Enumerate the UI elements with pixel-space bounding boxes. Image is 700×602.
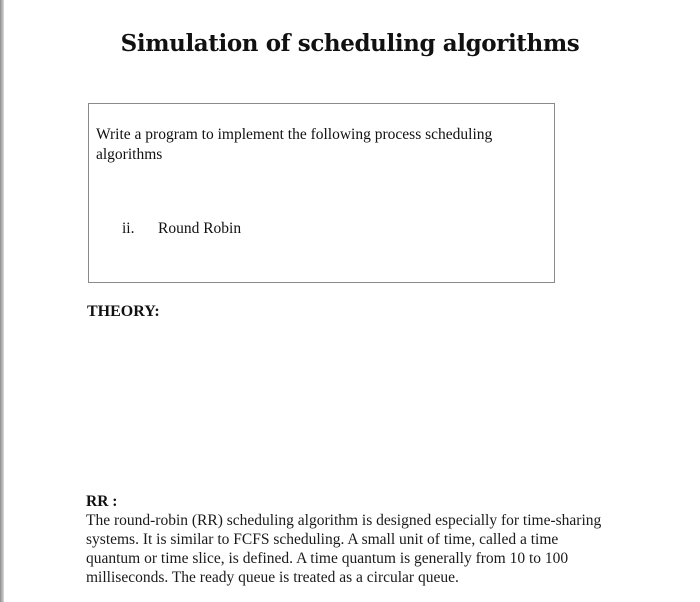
list-item-marker: ii. [122, 220, 135, 237]
rr-heading: RR : [86, 493, 118, 510]
question-box [88, 103, 555, 283]
question-list-item [122, 219, 241, 239]
theory-heading: THEORY: [87, 303, 160, 320]
page-title: Simulation of scheduling algorithms [120, 30, 580, 57]
page-edge-shadow [0, 0, 4, 602]
question-text: Write a program to implement the following process scheduling algorithms [96, 126, 493, 163]
list-item-label: Round Robin [158, 220, 242, 237]
rr-paragraph: The round-robin (RR) scheduling algorithm is designed especially for time-sharing systems. It is similar to FCFS scheduling. A small unit of time, called a time quantum or time slice, is defined. A time quantum is generally from 10 to 100 milliseconds. The ready queue is treated as a circular queue. [86, 512, 602, 586]
